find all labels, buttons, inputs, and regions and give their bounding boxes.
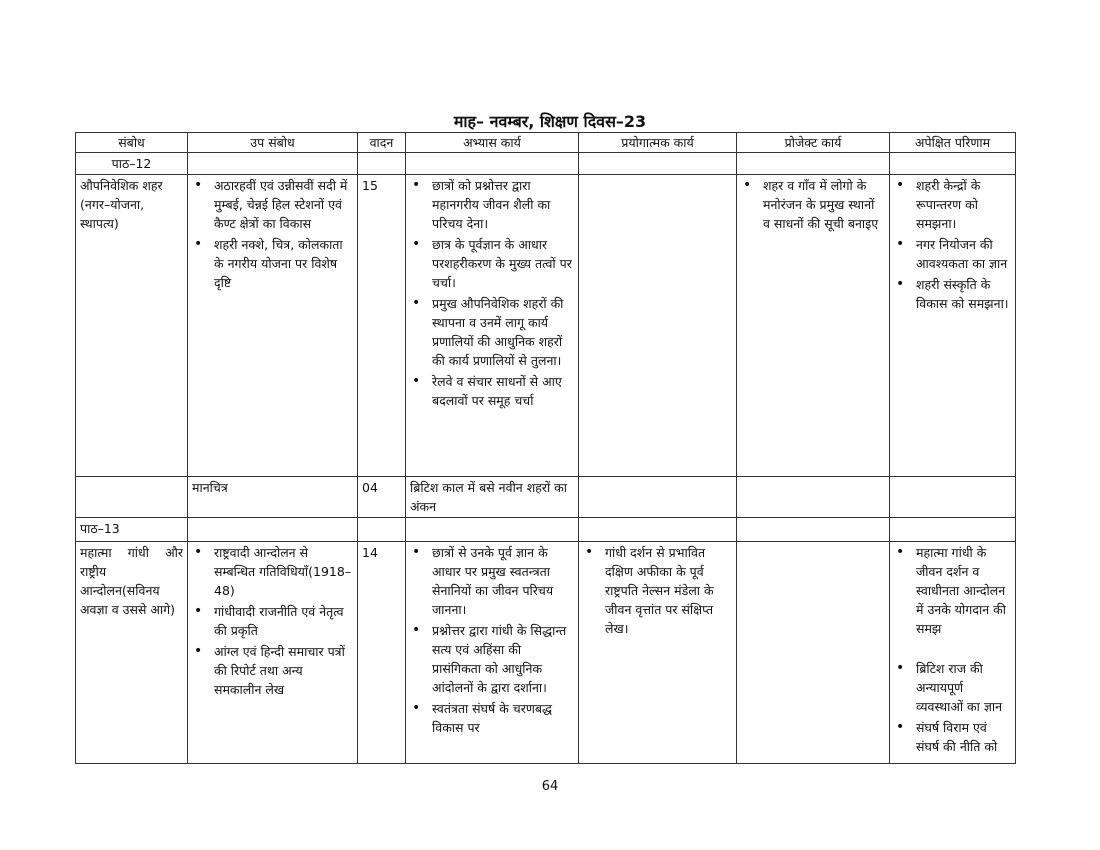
table-row — [76, 518, 1016, 542]
empty-cell — [890, 153, 1016, 175]
sub-concept-cell — [188, 175, 358, 477]
list-item: • स्वतंत्रता संघर्ष के चरणबद्ध विकास पर — [432, 699, 574, 737]
list-item: • छात्रों को प्रश्नोत्तर द्वारा महानगरीय जीवन शैली का परिचय देना। — [432, 176, 574, 233]
empty-cell — [890, 518, 1016, 542]
col-header-project-karya: प्रोजेक्ट कार्य — [737, 133, 890, 153]
empty-cell — [737, 153, 890, 175]
table-row — [76, 542, 1016, 764]
concept-cell: महात्मा गांधी और राष्ट्रीय आन्दोलन(सविनय अवज्ञा व उससे आगे) — [76, 542, 188, 764]
col-header-prayogatmak-karya: प्रयोगात्मक कार्य — [579, 133, 737, 153]
table-header-row — [76, 133, 1016, 153]
list-item: • राष्ट्रवादी आन्दोलन से सम्बन्धित गतिविधियाँ(1918–48) — [214, 543, 353, 600]
concept-cell: औपनिवेशिक शहर (नगर–योजना, स्थापत्य) — [76, 175, 188, 477]
list-item: • छात्रों से उनके पूर्व ज्ञान के आधार पर प्रमुख स्वतन्त्रता सेनानियों का जीवन परिचय जानना। — [432, 543, 574, 619]
experimental-work-cell — [579, 542, 737, 764]
empty-cell — [358, 153, 406, 175]
list-item: • शहरी संस्कृति के विकास को समझना। — [916, 275, 1011, 313]
periods-cell: 14 — [358, 542, 406, 764]
expected-outcome-cell — [890, 542, 1016, 764]
list-item: • अठारहवीं एवं उन्नीसवीं सदी में मुम्बई, चेन्नई हिल स्टेशनों एवं कैण्ट क्षेत्रों का विकास — [214, 176, 353, 233]
lesson-label: पाठ–12 — [76, 153, 188, 175]
table-row — [76, 175, 1016, 477]
empty-cell — [406, 518, 579, 542]
empty-cell — [188, 153, 358, 175]
col-header-up-sambodh: उप संबोध — [188, 133, 358, 153]
lesson-plan-table — [75, 132, 1016, 764]
project-work-cell — [737, 542, 890, 764]
empty-cell — [358, 518, 406, 542]
periods-cell: 04 — [358, 477, 406, 518]
page-title: माह– नवम्बर, शिक्षण दिवस–23 — [453, 112, 647, 131]
list-item: • शहरी नक्शे, चित्र, कोलकाता के नगरीय योजना पर विशेष दृष्टि — [214, 235, 353, 292]
sub-concept-cell — [188, 542, 358, 764]
list-item: • आंग्ल एवं हिन्दी समाचार पत्रों की रिपोर्ट तथा अन्य समकालीन लेख — [214, 642, 353, 699]
empty-cell — [406, 153, 579, 175]
empty-cell — [737, 518, 890, 542]
project-work-cell — [737, 175, 890, 477]
sub-concept-cell: मानचित्र — [188, 477, 358, 518]
list-item: • महात्मा गांधी के जीवन दर्शन व स्वाधीनता आन्दोलन में उनके योगदान की समझ — [916, 543, 1011, 638]
list-item: • नगर नियोजन की आवश्यकता का ज्ञान — [916, 235, 1011, 273]
list-item: • गांधी दर्शन से प्रभावित दक्षिण अफीका के पूर्व राष्ट्रपति नेल्सन मंडेला के जीवन वृत्तांत पर संक्षिप्त लेख। — [605, 543, 732, 638]
periods-cell: 15 — [358, 175, 406, 477]
list-item: • प्रश्नोत्तर द्वारा गांधी के सिद्धान्त सत्य एवं अहिंसा की प्रासंगिकता को आधुनिक आंदोलनों के द्वारा दर्शाना। — [432, 621, 574, 697]
expected-outcome-cell — [890, 175, 1016, 477]
empty-cell — [579, 153, 737, 175]
list-item: • संघर्ष विराम एवं संघर्ष की नीति को — [916, 718, 1011, 756]
empty-cell — [76, 477, 188, 518]
table-row — [76, 477, 1016, 518]
col-header-apekshit-parinam: अपेक्षित परिणाम — [890, 133, 1016, 153]
list-item: • ब्रिटिश राज की अन्यायपूर्ण व्यवस्थाओं का ज्ञान — [916, 659, 1011, 716]
list-item: • शहर व गाँव में लोगो के मनोरंजन के प्रमुख स्थानों व साधनों की सूची बनाइए — [763, 176, 885, 233]
practice-work-cell — [406, 542, 579, 764]
lesson-label: पाठ–13 — [76, 518, 188, 542]
empty-cell — [579, 518, 737, 542]
table-row — [76, 153, 1016, 175]
empty-cell — [890, 477, 1016, 518]
list-item: • शहरी केन्द्रों के रूपान्तरण को समझना। — [916, 176, 1011, 233]
empty-cell — [579, 477, 737, 518]
page-number: 64 — [541, 779, 559, 794]
list-item: • रेलवे व संचार साधनों से आए बदलावों पर समूह चर्चा — [432, 372, 574, 410]
col-header-sambodh: संबोध — [76, 133, 188, 153]
col-header-abhyas-karya: अभ्यास कार्य — [406, 133, 579, 153]
list-item: • गांधीवादी राजनीति एवं नेतृत्व की प्रकृति — [214, 602, 353, 640]
col-header-vadan: वादन — [358, 133, 406, 153]
experimental-work-cell — [579, 175, 737, 477]
list-item: • छात्र के पूर्वज्ञान के आधार परशहरीकरण के मुख्य तत्वों पर चर्चा। — [432, 235, 574, 292]
list-item: • प्रमुख औपनिवेशिक शहरों की स्थापना व उनमें लागू कार्य प्रणालियों की आधुनिक शहरों की कार्य प्रणालियों से तुलना। — [432, 294, 574, 370]
practice-work-cell — [406, 175, 579, 477]
empty-cell — [737, 477, 890, 518]
practice-work-cell: ब्रिटिश काल में बसे नवीन शहरों का अंकन — [406, 477, 579, 518]
empty-cell — [188, 518, 358, 542]
